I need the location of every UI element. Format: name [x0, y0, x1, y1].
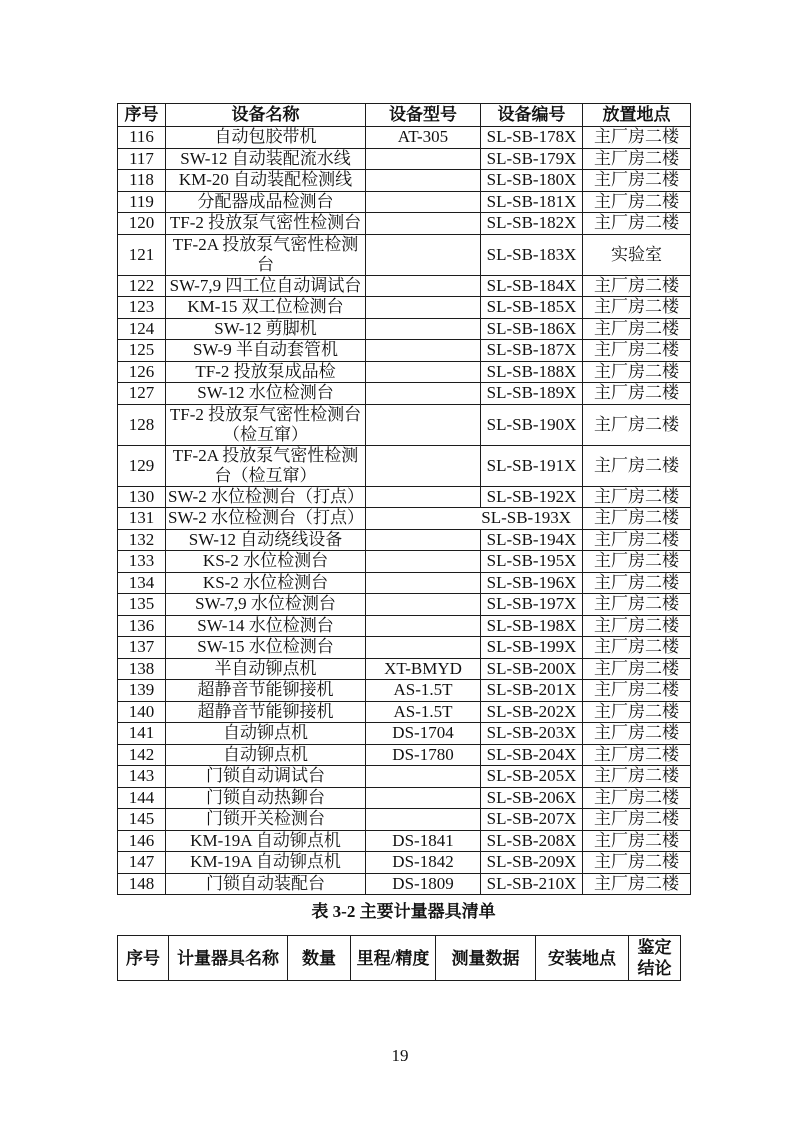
cell-location: 主厂房二楼	[583, 340, 691, 362]
table-row	[118, 275, 691, 297]
cell-equipment-name: KM-15 双工位检测台	[166, 297, 366, 319]
cell-location: 主厂房二楼	[583, 213, 691, 235]
cell-model	[366, 148, 481, 170]
cell-equipment-name: 自动铆点机	[166, 723, 366, 745]
cell-code: SL-SB-184X	[481, 275, 583, 297]
cell-equipment-name: SW-12 自动绕线设备	[166, 529, 366, 551]
cell-location: 主厂房二楼	[583, 361, 691, 383]
cell-model	[366, 615, 481, 637]
cell-model: AT-305	[366, 127, 481, 149]
cell-model	[366, 787, 481, 809]
cell-code: SL-SB-181X	[481, 191, 583, 213]
cell-code: SL-SB-204X	[481, 744, 583, 766]
cell-serial: 130	[118, 486, 166, 508]
table-row	[118, 615, 691, 637]
cell-location: 主厂房二楼	[583, 766, 691, 788]
equipment-header-row	[118, 104, 691, 127]
table-row	[118, 787, 691, 809]
cell-equipment-name: 自动包胶带机	[166, 127, 366, 149]
equipment-column-header-0: 序号	[118, 104, 166, 127]
table-row	[118, 830, 691, 852]
cell-model	[366, 234, 481, 275]
cell-code: SL-SB-185X	[481, 297, 583, 319]
cell-code: SL-SB-200X	[481, 658, 583, 680]
cell-equipment-name: SW-12 自动装配流水线	[166, 148, 366, 170]
table-row	[118, 658, 691, 680]
cell-model	[366, 529, 481, 551]
cell-location: 主厂房二楼	[583, 148, 691, 170]
cell-model	[366, 213, 481, 235]
cell-code: SL-SB-183X	[481, 234, 583, 275]
cell-location: 主厂房二楼	[583, 127, 691, 149]
table-row	[118, 680, 691, 702]
equipment-column-header-2: 设备型号	[366, 104, 481, 127]
table-row	[118, 508, 691, 530]
cell-code: SL-SB-201X	[481, 680, 583, 702]
table-row	[118, 170, 691, 192]
cell-equipment-name: KS-2 水位检测台	[166, 572, 366, 594]
equipment-column-header-1: 设备名称	[166, 104, 366, 127]
cell-serial: 148	[118, 873, 166, 895]
instrument-column-header-3: 里程/精度	[351, 936, 436, 981]
table-row	[118, 701, 691, 723]
cell-code: SL-SB-202X	[481, 701, 583, 723]
cell-location: 主厂房二楼	[583, 830, 691, 852]
table-row	[118, 127, 691, 149]
cell-serial: 120	[118, 213, 166, 235]
content-area	[117, 103, 690, 981]
cell-code: SL-SB-203X	[481, 723, 583, 745]
cell-location: 主厂房二楼	[583, 297, 691, 319]
cell-code: SL-SB-190X	[481, 404, 583, 445]
cell-location: 主厂房二楼	[583, 744, 691, 766]
cell-equipment-name: TF-2 投放泵气密性检测台	[166, 213, 366, 235]
cell-serial: 128	[118, 404, 166, 445]
cell-serial: 129	[118, 445, 166, 486]
cell-code: SL-SB-187X	[481, 340, 583, 362]
cell-equipment-name: KM-19A 自动铆点机	[166, 852, 366, 874]
cell-serial: 126	[118, 361, 166, 383]
cell-equipment-name: SW-7,9 水位检测台	[166, 594, 366, 616]
cell-serial: 122	[118, 275, 166, 297]
cell-location: 主厂房二楼	[583, 551, 691, 573]
cell-model	[366, 383, 481, 405]
cell-location: 主厂房二楼	[583, 615, 691, 637]
cell-location: 主厂房二楼	[583, 680, 691, 702]
cell-equipment-name: 半自动铆点机	[166, 658, 366, 680]
cell-serial: 118	[118, 170, 166, 192]
table-row	[118, 234, 691, 275]
instrument-column-header-4: 测量数据	[436, 936, 536, 981]
cell-equipment-name: 门锁开关检测台	[166, 809, 366, 831]
cell-model	[366, 170, 481, 192]
cell-location: 主厂房二楼	[583, 486, 691, 508]
cell-model: AS-1.5T	[366, 701, 481, 723]
cell-serial: 135	[118, 594, 166, 616]
cell-location: 主厂房二楼	[583, 637, 691, 659]
cell-model: AS-1.5T	[366, 680, 481, 702]
table-row	[118, 852, 691, 874]
cell-serial: 116	[118, 127, 166, 149]
cell-code: SL-SB-194X	[481, 529, 583, 551]
cell-equipment-name: 门锁自动调试台	[166, 766, 366, 788]
table-caption: 表 3-2 主要计量器具清单	[311, 902, 496, 921]
table-row	[118, 594, 691, 616]
cell-equipment-name: 门锁自动装配台	[166, 873, 366, 895]
cell-model	[366, 445, 481, 486]
cell-location: 主厂房二楼	[583, 383, 691, 405]
cell-serial: 119	[118, 191, 166, 213]
cell-location: 主厂房二楼	[583, 852, 691, 874]
cell-code: SL-SB-188X	[481, 361, 583, 383]
cell-model: DS-1842	[366, 852, 481, 874]
page-number: 19	[391, 1046, 409, 1065]
table-row	[118, 529, 691, 551]
cell-model	[366, 275, 481, 297]
cell-equipment-name: 超静音节能铆接机	[166, 680, 366, 702]
instrument-table	[117, 935, 681, 981]
instrument-column-header-5: 安装地点	[536, 936, 629, 981]
cell-model	[366, 340, 481, 362]
cell-code: SL-SB-178X	[481, 127, 583, 149]
cell-model: DS-1704	[366, 723, 481, 745]
cell-location: 主厂房二楼	[583, 787, 691, 809]
table-row	[118, 486, 691, 508]
cell-serial: 147	[118, 852, 166, 874]
cell-serial: 125	[118, 340, 166, 362]
table-row	[118, 723, 691, 745]
cell-serial: 137	[118, 637, 166, 659]
cell-model: DS-1809	[366, 873, 481, 895]
cell-location: 主厂房二楼	[583, 404, 691, 445]
cell-model	[366, 404, 481, 445]
cell-model	[366, 594, 481, 616]
cell-code: SL-SB-186X	[481, 318, 583, 340]
cell-model: DS-1780	[366, 744, 481, 766]
cell-location: 主厂房二楼	[583, 809, 691, 831]
cell-location: 主厂房二楼	[583, 873, 691, 895]
cell-location: 实验室	[583, 234, 691, 275]
cell-serial: 123	[118, 297, 166, 319]
cell-serial: 138	[118, 658, 166, 680]
table-row	[118, 361, 691, 383]
cell-serial: 117	[118, 148, 166, 170]
cell-code: SL-SB-195X	[481, 551, 583, 573]
cell-equipment-name: TF-2 投放泵成品检	[166, 361, 366, 383]
instrument-column-header-2: 数量	[288, 936, 351, 981]
table-row	[118, 297, 691, 319]
table-row	[118, 148, 691, 170]
cell-serial: 121	[118, 234, 166, 275]
instrument-column-header-6: 鉴定结论	[629, 936, 681, 981]
cell-equipment-name: TF-2A 投放泵气密性检测台	[166, 234, 366, 275]
cell-code: SL-SB-209X	[481, 852, 583, 874]
cell-serial: 132	[118, 529, 166, 551]
cell-equipment-name: KM-19A 自动铆点机	[166, 830, 366, 852]
cell-location: 主厂房二楼	[583, 170, 691, 192]
cell-code: SL-SB-192X	[481, 486, 583, 508]
cell-equipment-name: SW-2 水位检测台（打点）	[166, 508, 366, 530]
cell-code: SL-SB-198X	[481, 615, 583, 637]
instrument-column-header-0: 序号	[118, 936, 169, 981]
cell-code: SL-SB-182X	[481, 213, 583, 235]
cell-serial: 146	[118, 830, 166, 852]
cell-equipment-name: TF-2A 投放泵气密性检测台（检互窜）	[166, 445, 366, 486]
cell-model	[366, 551, 481, 573]
instrument-column-header-1: 计量器具名称	[169, 936, 288, 981]
cell-equipment-name: 自动铆点机	[166, 744, 366, 766]
cell-equipment-name: SW-9 半自动套管机	[166, 340, 366, 362]
cell-location: 主厂房二楼	[583, 658, 691, 680]
cell-location: 主厂房二楼	[583, 275, 691, 297]
cell-location: 主厂房二楼	[583, 191, 691, 213]
table-row	[118, 766, 691, 788]
cell-serial: 131	[118, 508, 166, 530]
cell-equipment-name: SW-2 水位检测台（打点）	[166, 486, 366, 508]
cell-serial: 127	[118, 383, 166, 405]
cell-equipment-name: KS-2 水位检测台	[166, 551, 366, 573]
cell-model	[366, 766, 481, 788]
cell-code: SL-SB-189X	[481, 383, 583, 405]
table-row	[118, 873, 691, 895]
cell-equipment-name: SW-7,9 四工位自动调试台	[166, 275, 366, 297]
cell-model	[366, 809, 481, 831]
cell-code: SL-SB-196X	[481, 572, 583, 594]
cell-serial: 143	[118, 766, 166, 788]
cell-model	[366, 318, 481, 340]
cell-equipment-name: 超静音节能铆接机	[166, 701, 366, 723]
cell-code: SL-SB-197X	[481, 594, 583, 616]
equipment-column-header-4: 放置地点	[583, 104, 691, 127]
cell-serial: 145	[118, 809, 166, 831]
cell-code: SL-SB-206X	[481, 787, 583, 809]
table-row	[118, 744, 691, 766]
cell-code: SL-SB-199X	[481, 637, 583, 659]
equipment-table	[117, 103, 691, 895]
cell-code: SL-SB-180X	[481, 170, 583, 192]
cell-location: 主厂房二楼	[583, 318, 691, 340]
cell-equipment-name: KM-20 自动装配检测线	[166, 170, 366, 192]
cell-serial: 133	[118, 551, 166, 573]
cell-location: 主厂房二楼	[583, 445, 691, 486]
cell-location: 主厂房二楼	[583, 572, 691, 594]
table-row	[118, 572, 691, 594]
table-row	[118, 213, 691, 235]
table-row	[118, 637, 691, 659]
cell-serial: 140	[118, 701, 166, 723]
cell-serial: 134	[118, 572, 166, 594]
cell-equipment-name: TF-2 投放泵气密性检测台（检互窜）	[166, 404, 366, 445]
instrument-header-row	[118, 936, 681, 981]
cell-serial: 144	[118, 787, 166, 809]
cell-serial: 142	[118, 744, 166, 766]
cell-code: SL-SB-179X	[481, 148, 583, 170]
cell-location: 主厂房二楼	[583, 529, 691, 551]
cell-model-code-merged: SL-SB-193X	[366, 508, 583, 530]
table-row	[118, 445, 691, 486]
table-row	[118, 340, 691, 362]
cell-equipment-name: 分配器成品检测台	[166, 191, 366, 213]
cell-serial: 139	[118, 680, 166, 702]
cell-serial: 124	[118, 318, 166, 340]
cell-serial: 136	[118, 615, 166, 637]
cell-code: SL-SB-191X	[481, 445, 583, 486]
cell-equipment-name: SW-12 水位检测台	[166, 383, 366, 405]
cell-equipment-name: SW-14 水位检测台	[166, 615, 366, 637]
cell-model: XT-BMYD	[366, 658, 481, 680]
table-row	[118, 551, 691, 573]
cell-location: 主厂房二楼	[583, 701, 691, 723]
cell-code: SL-SB-208X	[481, 830, 583, 852]
cell-code: SL-SB-205X	[481, 766, 583, 788]
table-row	[118, 318, 691, 340]
equipment-column-header-3: 设备编号	[481, 104, 583, 127]
cell-code: SL-SB-207X	[481, 809, 583, 831]
cell-model	[366, 637, 481, 659]
cell-equipment-name: SW-15 水位检测台	[166, 637, 366, 659]
cell-location: 主厂房二楼	[583, 594, 691, 616]
table-row	[118, 191, 691, 213]
cell-code: SL-SB-210X	[481, 873, 583, 895]
cell-location: 主厂房二楼	[583, 723, 691, 745]
cell-model	[366, 486, 481, 508]
table-row	[118, 809, 691, 831]
cell-equipment-name: 门锁自动热鉚台	[166, 787, 366, 809]
cell-model	[366, 572, 481, 594]
cell-serial: 141	[118, 723, 166, 745]
cell-model	[366, 297, 481, 319]
cell-equipment-name: SW-12 剪脚机	[166, 318, 366, 340]
cell-model	[366, 191, 481, 213]
cell-location: 主厂房二楼	[583, 508, 691, 530]
table-row	[118, 404, 691, 445]
cell-model	[366, 361, 481, 383]
table-row	[118, 383, 691, 405]
cell-model: DS-1841	[366, 830, 481, 852]
